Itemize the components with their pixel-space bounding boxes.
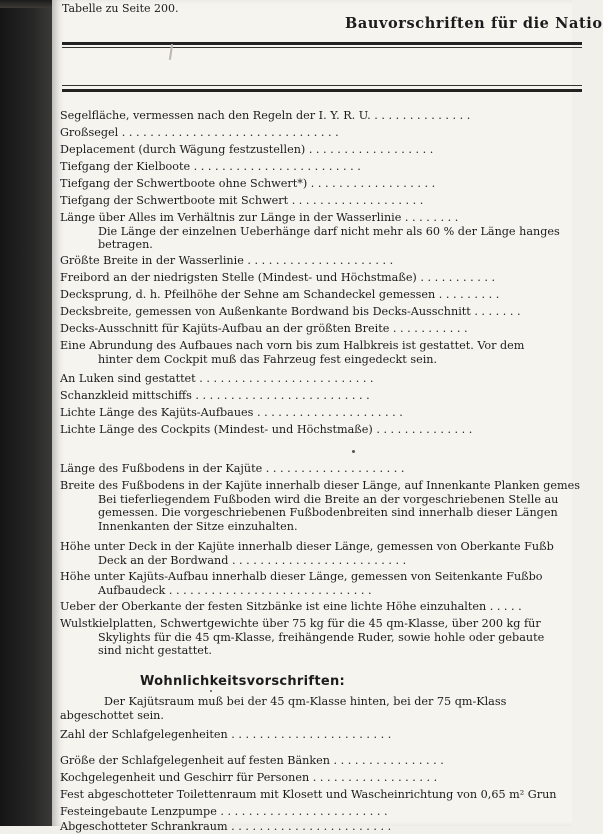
list-item: Höhe unter Kajüts-Aufbau innerhalb dieser Länge, gemessen von Seitenkante Fußbo Aufbaudeck . . . . . . . . . . . . . . . . . . . . . . . . . . . . .: [60, 570, 543, 597]
top-note: Tabelle zu Seite 200.: [62, 2, 179, 15]
document-page: [52, 0, 603, 833]
list-item: Zahl der Schlafgelegenheiten . . . . . . . . . . . . . . . . . . . . . . .: [60, 728, 392, 741]
list-item: Großsegel . . . . . . . . . . . . . . . . . . . . . . . . . . . . . . .: [60, 126, 339, 139]
list-item: Decks-Ausschnitt für Kajüts-Aufbau an der größten Breite . . . . . . . . . . .: [60, 322, 468, 335]
list-item: Schanzkleid mittschiffs . . . . . . . . . . . . . . . . . . . . . . . . .: [60, 389, 370, 402]
list-item: Länge des Fußbodens in der Kajüte . . . . . . . . . . . . . . . . . . . .: [60, 462, 405, 475]
ink-speck: [210, 690, 212, 692]
header-rule-bottom-thin: [62, 85, 582, 86]
list-item: Tiefgang der Schwertboote ohne Schwert*) . . . . . . . . . . . . . . . . . .: [60, 177, 436, 190]
header-rule-top-thin: [62, 47, 582, 48]
list-item: Wulstkielplatten, Schwertgewichte über 75 kg für die 45 qm-Klasse, über 200 kg für Skylights für die 45 qm-Klasse, freihängende Ruder, sowie hohle oder gebaute sind nicht gestattet.: [60, 617, 545, 658]
list-item: Lichte Länge des Kajüts-Aufbaues . . . . . . . . . . . . . . . . . . . . .: [60, 406, 403, 419]
list-item: Segelfläche, vermessen nach den Regeln der I. Y. R. U. . . . . . . . . . . . . . .: [60, 109, 471, 122]
list-item: Deplacement (durch Wägung festzustellen) . . . . . . . . . . . . . . . . . .: [60, 143, 434, 156]
header-rule-top-thick: [62, 42, 582, 45]
header-rule-bottom-thick: [62, 89, 582, 92]
scan-edge-shadow: [0, 0, 52, 826]
list-item: Abgeschotteter Schrankraum . . . . . . . . . . . . . . . . . . . . . . .: [60, 820, 392, 833]
ink-speck: [352, 450, 355, 453]
list-item: Eine Abrundung des Aufbaues nach vorn bis zum Halbkreis ist gestattet. Vor dem hinter dem Cockpit muß das Fahrzeug fest eingedeckt sein.: [60, 339, 525, 366]
list-item: Länge über Alles im Verhältnis zur Länge in der Wasserlinie . . . . . . . . Die Länge der einzelnen Ueberhänge darf nicht mehr als 60 % der Länge hanges betragen.: [60, 211, 560, 252]
list-item: Breite des Fußbodens in der Kajüte innerhalb dieser Länge, auf Innenkante Planken gemes Bei tieferliegendem Fußboden wird die Breite an der vorgeschriebenen Stelle au gemessen. Die vorgeschriebenen Fußbodenbreiten sind innerhalb dieser Längen Innenkanten der Sitze einzuhalten.: [60, 479, 580, 533]
list-item: Fest abgeschotteter Toilettenraum mit Klosett und Wascheinrichtung von 0,65 m² Grun: [60, 788, 557, 801]
list-item: Freibord an der niedrigsten Stelle (Mindest- und Höchstmaße) . . . . . . . . . . .: [60, 271, 496, 284]
paragraph: Der Kajütsraum muß bei der 45 qm-Klasse hinten, bei der 75 qm-Klass abgeschottet sein.: [60, 695, 507, 722]
list-item: An Luken sind gestattet . . . . . . . . . . . . . . . . . . . . . . . . .: [60, 372, 374, 385]
list-item: Tiefgang der Schwertboote mit Schwert . . . . . . . . . . . . . . . . . . .: [60, 194, 424, 207]
list-item: Tiefgang der Kielboote . . . . . . . . . . . . . . . . . . . . . . . .: [60, 160, 361, 173]
section-heading: Wohnlichkeitsvorschriften:: [140, 674, 346, 689]
list-item: Größe der Schlafgelegenheit auf festen Bänken . . . . . . . . . . . . . . . .: [60, 754, 444, 767]
page-title: Bauvorschriften für die Natio: [345, 15, 603, 32]
list-item: Decksprung, d. h. Pfeilhöhe der Sehne am Schandeckel gemessen . . . . . . . . .: [60, 288, 500, 301]
list-item: Höhe unter Deck in der Kajüte innerhalb dieser Länge, gemessen von Oberkante Fußb Deck an der Bordwand . . . . . . . . . . . . . . . . . . . . . . . . .: [60, 540, 554, 567]
list-item: Decksbreite, gemessen von Außenkante Bordwand bis Decks-Ausschnitt . . . . . . .: [60, 305, 521, 318]
list-item: Ueber der Oberkante der festen Sitzbänke ist eine lichte Höhe einzuhalten . . . . .: [60, 600, 522, 613]
list-item: Festeingebaute Lenzpumpe . . . . . . . . . . . . . . . . . . . . . . . .: [60, 805, 388, 818]
list-item: Größte Breite in der Wasserlinie . . . . . . . . . . . . . . . . . . . . .: [60, 254, 394, 267]
list-item: Kochgelegenheit und Geschirr für Personen . . . . . . . . . . . . . . . . . .: [60, 771, 438, 784]
list-item: Lichte Länge des Cockpits (Mindest- und Höchstmaße) . . . . . . . . . . . . . .: [60, 423, 473, 436]
